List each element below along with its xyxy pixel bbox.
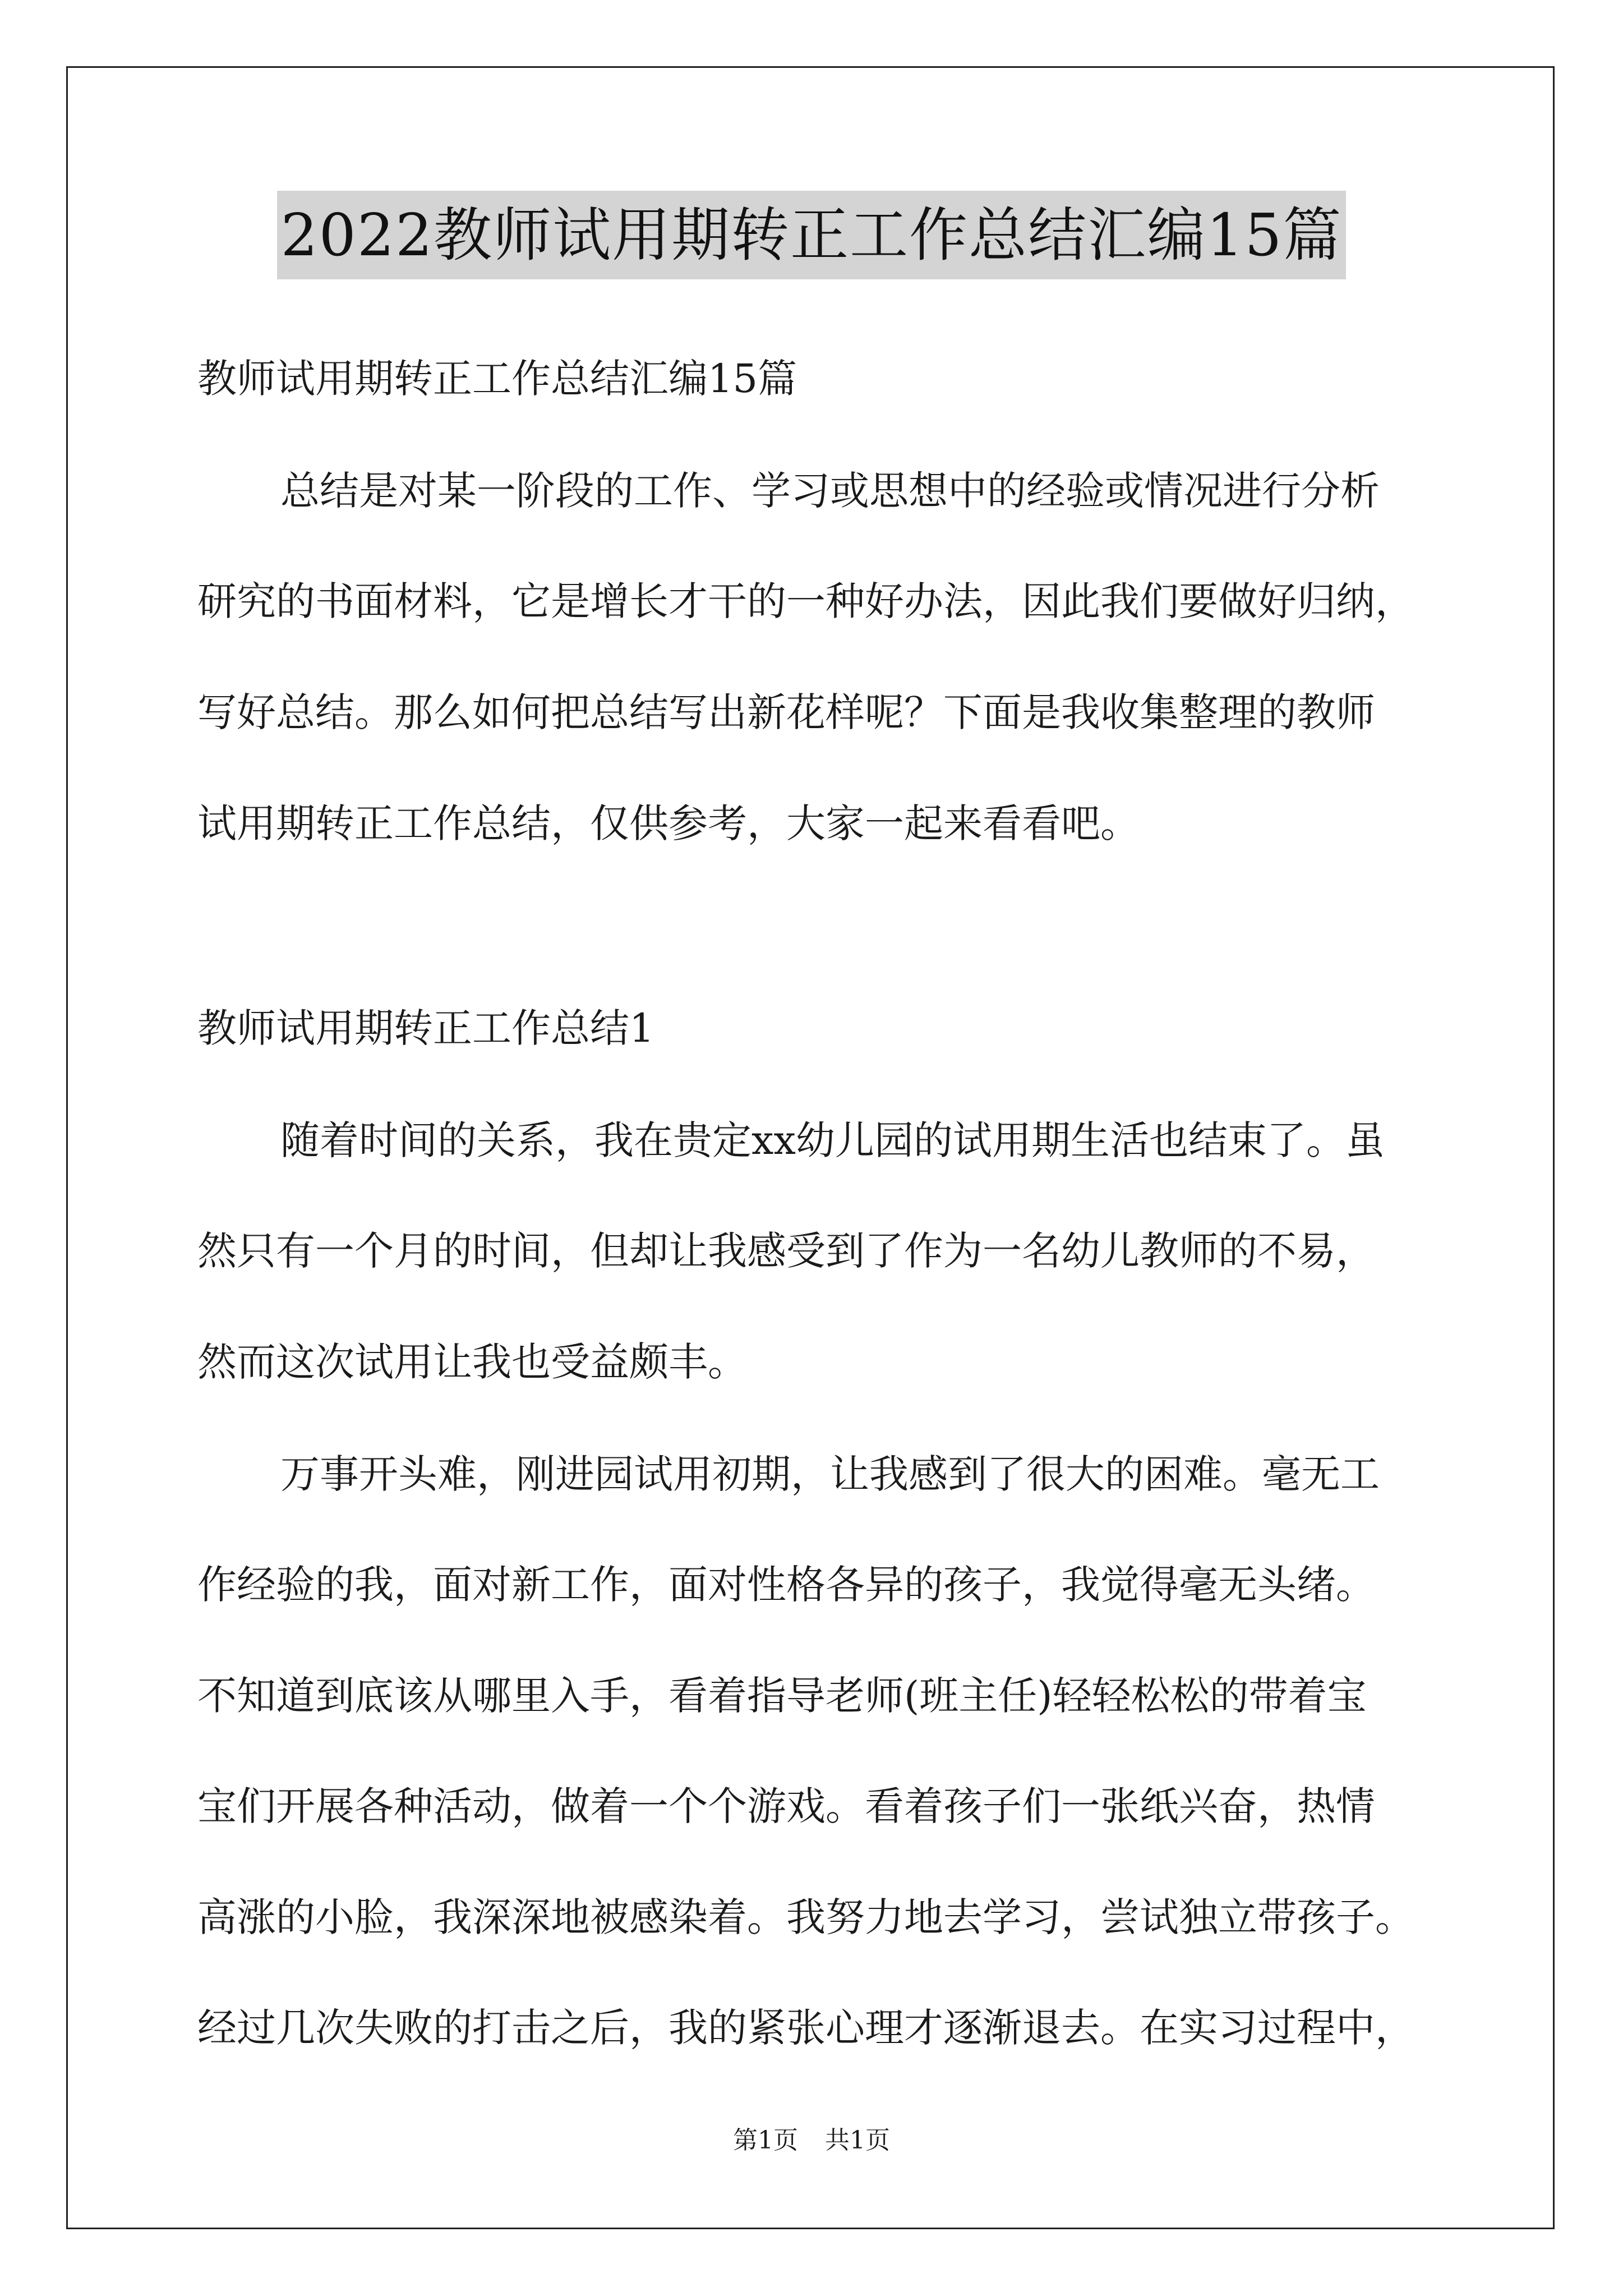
- section-heading: 教师试用期转正工作总结1: [197, 1005, 654, 1051]
- paragraph2-line-3: 不知道到底该从哪里入手，看着指导老师(班主任)轻轻松松的带着宝: [197, 1673, 1367, 1719]
- document-subtitle: 教师试用期转正工作总结汇编15篇: [197, 356, 797, 402]
- intro-line-2: 研究的书面材料，它是增长才干的一种好办法，因此我们要做好归纳，: [197, 578, 1414, 624]
- paragraph2-line-4: 宝们开展各种活动，做着一个个游戏。看着孩子们一张纸兴奋，热情: [197, 1783, 1375, 1829]
- document-title: 2022教师试用期转正工作总结汇编15篇: [277, 191, 1345, 279]
- paragraph2-line-2: 作经验的我，面对新工作，面对性格各异的孩子，我觉得毫无头绪。: [197, 1562, 1375, 1608]
- paragraph1-line-2: 然只有一个月的时间，但却让我感受到了作为一名幼儿教师的不易，: [197, 1228, 1375, 1274]
- paragraph2-line-6: 经过几次失败的打击之后，我的紧张心理才逐渐退去。在实习过程中，: [197, 2005, 1414, 2051]
- intro-line-4: 试用期转正工作总结，仅供参考，大家一起来看看吧。: [197, 800, 1140, 846]
- intro-line-1: 总结是对某一阶段的工作、学习或思想中的经验或情况进行分析: [280, 468, 1380, 514]
- paragraph2-line-5: 高涨的小脸，我深深地被感染着。我努力地去学习，尝试独立带孩子。: [197, 1894, 1414, 1940]
- intro-line-3: 写好总结。那么如何把总结写出新花样呢？下面是我收集整理的教师: [197, 689, 1375, 735]
- paragraph1-line-1: 随着时间的关系，我在贵定xx幼儿园的试用期生活也结束了。虽: [280, 1117, 1385, 1163]
- title-container: [0, 191, 1623, 279]
- paragraph1-line-3: 然而这次试用让我也受益颇丰。: [197, 1339, 747, 1385]
- paragraph2-line-1: 万事开头难，刚进园试用初期，让我感到了很大的困难。毫无工: [280, 1451, 1380, 1497]
- page-number: 第1页: [733, 2126, 798, 2155]
- page-total: 共1页: [825, 2126, 890, 2155]
- page-footer: [0, 2124, 1623, 2157]
